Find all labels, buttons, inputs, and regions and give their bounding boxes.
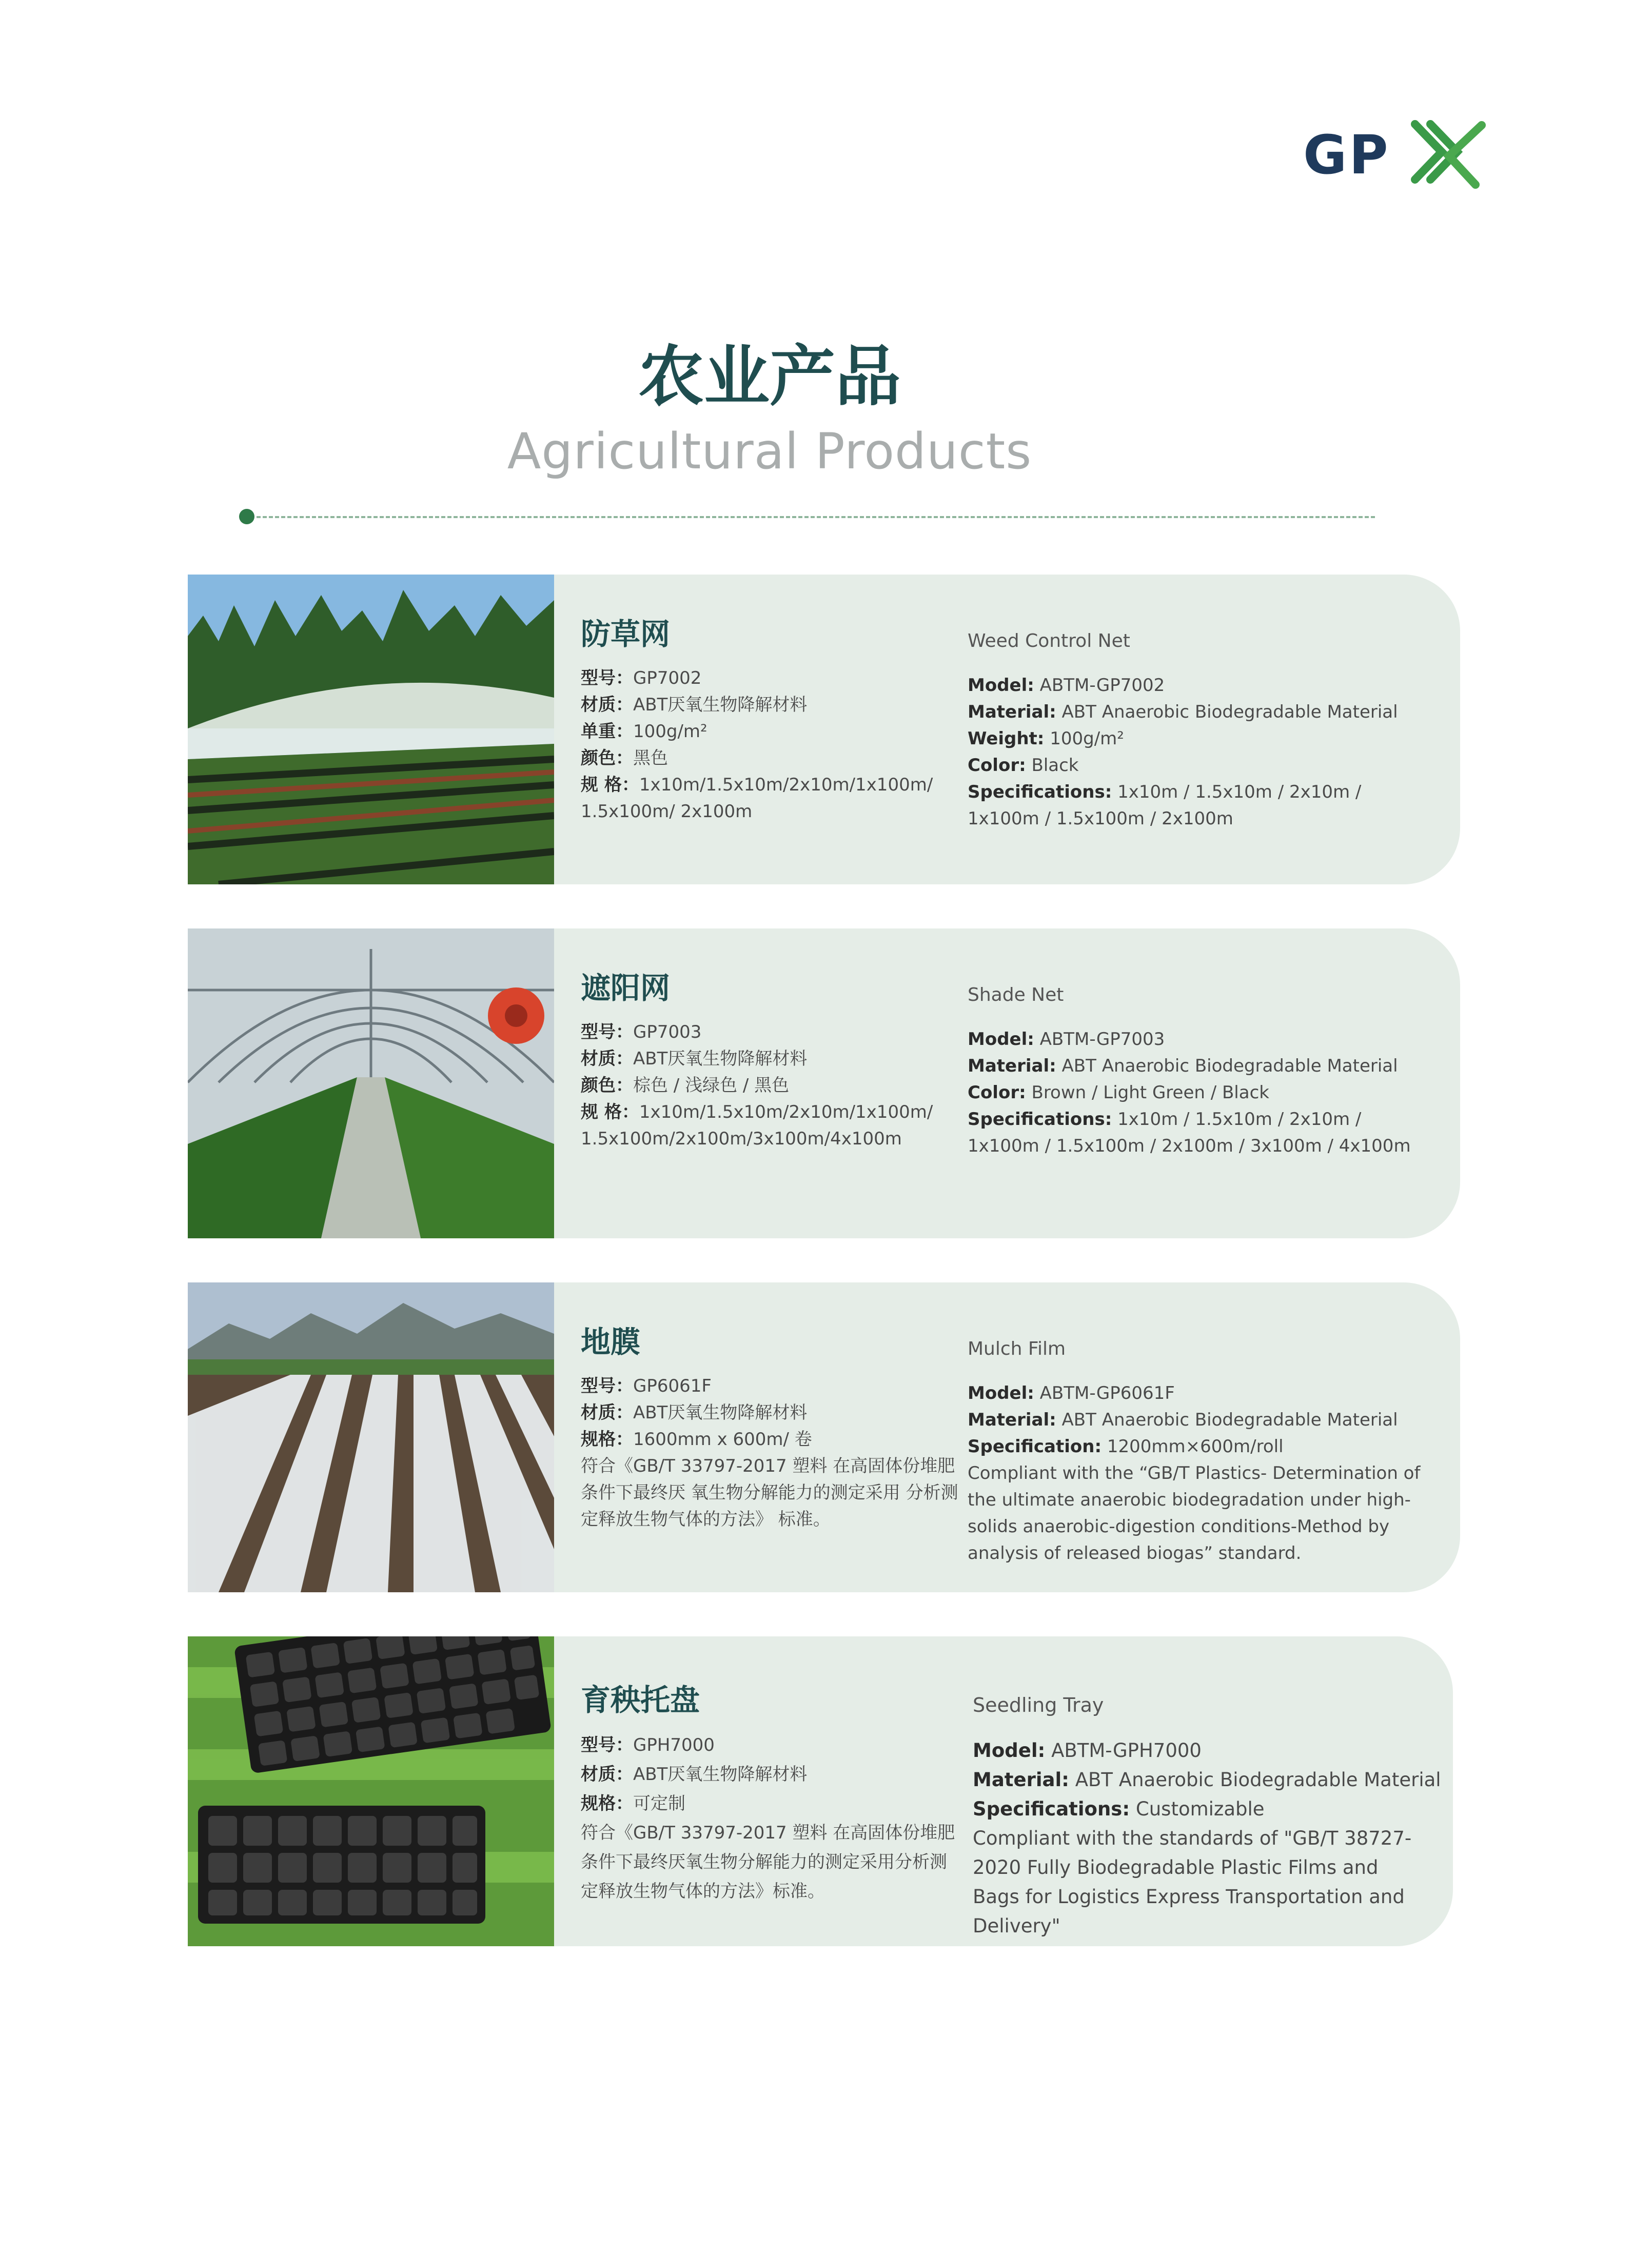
shade-net-en-column <box>968 982 1440 1159</box>
spec-line: Model: ABTM-GP6061F <box>968 1383 1175 1403</box>
logo-x-mark-icon <box>1410 119 1487 191</box>
standard-note: Compliant with the “GB/T Plastics- Determination of the ultimate anaerobic biodegradation under high-solids anaerobic-digestion conditions-Method by analysis of released biogas” standard. <box>968 1463 1421 1564</box>
weed-net-cn-column <box>581 614 960 825</box>
spec-line: Model: ABTM-GP7002 <box>968 675 1165 696</box>
logo-wordmark: GP <box>1303 124 1390 186</box>
divider-line <box>257 516 1375 518</box>
spec-line: 规格：1600mm x 600m/ 卷 <box>581 1429 812 1450</box>
spec-line: Material: ABT Anaerobic Biodegradable Material <box>968 1410 1398 1430</box>
spec-line: 规 格：1x10m/1.5x10m/2x10m/1x100m/ <box>581 1102 933 1122</box>
product-card-seedling-tray <box>188 1636 1453 1946</box>
product-name-en: Mulch Film <box>968 1338 1066 1359</box>
product-name-cn: 遮阳网 <box>581 971 671 1005</box>
standard-note: 符合《GB/T 33797-2017 塑料 在高固体份堆肥条件下最终厌氧生物分解能力的测定采用分析测定释放生物气体的方法》标准。 <box>581 1823 955 1902</box>
spec-line: 型号：GPH7000 <box>581 1735 715 1755</box>
seedling-tray-photo <box>188 1636 554 1946</box>
divider-dot <box>239 509 254 524</box>
product-card-weed-net <box>188 575 1460 884</box>
spec-line: Color: Black <box>968 755 1079 776</box>
spec-line: 颜色：黑色 <box>581 748 668 768</box>
spec-line: Weight: 100g/m² <box>968 728 1124 749</box>
product-name-cn: 育秧托盘 <box>581 1683 700 1717</box>
seedling-tray-en-column <box>973 1692 1441 1941</box>
product-name-en: Weed Control Net <box>968 630 1130 651</box>
product-name-cn: 地膜 <box>581 1324 641 1359</box>
spec-line: Model: ABTM-GPH7000 <box>973 1739 1202 1762</box>
mulch-film-cn-column <box>581 1321 960 1533</box>
spec-line: 材质：ABT厌氧生物降解材料 <box>581 1764 808 1785</box>
shade-net-photo <box>188 928 554 1238</box>
shade-net-cn-column <box>581 967 960 1152</box>
product-name-en: Shade Net <box>968 984 1064 1005</box>
page-title-cn: 农业产品 <box>638 339 901 415</box>
spec-line: Specifications: 1x10m / 1.5x10m / 2x10m / <box>968 782 1362 802</box>
spec-line: 单重：100g/m² <box>581 721 707 742</box>
spec-line: 颜色：棕色 / 浅绿色 / 黑色 <box>581 1075 790 1096</box>
spec-line: 规 格：1x10m/1.5x10m/2x10m/1x100m/ <box>581 775 933 795</box>
mulch-film-photo <box>188 1282 554 1592</box>
page-title-en: Agricultural Products <box>507 423 1032 480</box>
spec-line: 1x100m / 1.5x100m / 2x100m <box>968 808 1233 829</box>
product-name-cn: 防草网 <box>581 617 671 651</box>
spec-line: Color: Brown / Light Green / Black <box>968 1082 1269 1103</box>
mulch-film-en-column <box>968 1336 1440 1567</box>
spec-line: Material: ABT Anaerobic Biodegradable Material <box>973 1769 1441 1791</box>
spec-line: Specifications: 1x10m / 1.5x10m / 2x10m / <box>968 1109 1362 1130</box>
spec-line: 规格：可定制 <box>581 1793 685 1814</box>
spec-line: Specification: 1200mm×600m/roll <box>968 1436 1284 1457</box>
spec-line: 材质：ABT厌氧生物降解材料 <box>581 695 808 715</box>
weed-net-photo <box>188 575 554 884</box>
spec-line: 1.5x100m/ 2x100m <box>581 801 753 822</box>
spec-line: 1x100m / 1.5x100m / 2x100m / 3x100m / 4x100m <box>968 1136 1411 1156</box>
spec-line: Specifications: Customizable <box>973 1798 1265 1820</box>
product-name-en: Seedling Tray <box>973 1694 1104 1716</box>
standard-note: Compliant with the standards of "GB/T 38727-2020 Fully Biodegradable Plastic Films and Bags for Logistics Express Transportation and Delivery" <box>973 1827 1412 1937</box>
spec-line: Material: ABT Anaerobic Biodegradable Material <box>968 702 1398 722</box>
spec-line: 型号：GP7002 <box>581 668 702 688</box>
brand-logo <box>1303 119 1488 191</box>
seedling-tray-cn-column <box>581 1679 960 1906</box>
spec-line: Material: ABT Anaerobic Biodegradable Material <box>968 1056 1398 1076</box>
spec-line: 1.5x100m/2x100m/3x100m/4x100m <box>581 1129 902 1149</box>
spec-line: 材质：ABT厌氧生物降解材料 <box>581 1049 808 1069</box>
spec-line: 材质：ABT厌氧生物降解材料 <box>581 1402 808 1423</box>
product-card-mulch-film <box>188 1282 1460 1592</box>
spec-line: Model: ABTM-GP7003 <box>968 1029 1165 1050</box>
spec-line: 型号：GP7003 <box>581 1022 702 1042</box>
weed-net-en-column <box>968 628 1440 832</box>
standard-note: 符合《GB/T 33797-2017 塑料 在高固体份堆肥条件下最终厌 氧生物分解能力的测定采用 分析测定释放生物气体的方法》 标准。 <box>581 1456 958 1530</box>
spec-line: 型号：GP6061F <box>581 1376 712 1396</box>
product-card-shade-net <box>188 928 1460 1238</box>
